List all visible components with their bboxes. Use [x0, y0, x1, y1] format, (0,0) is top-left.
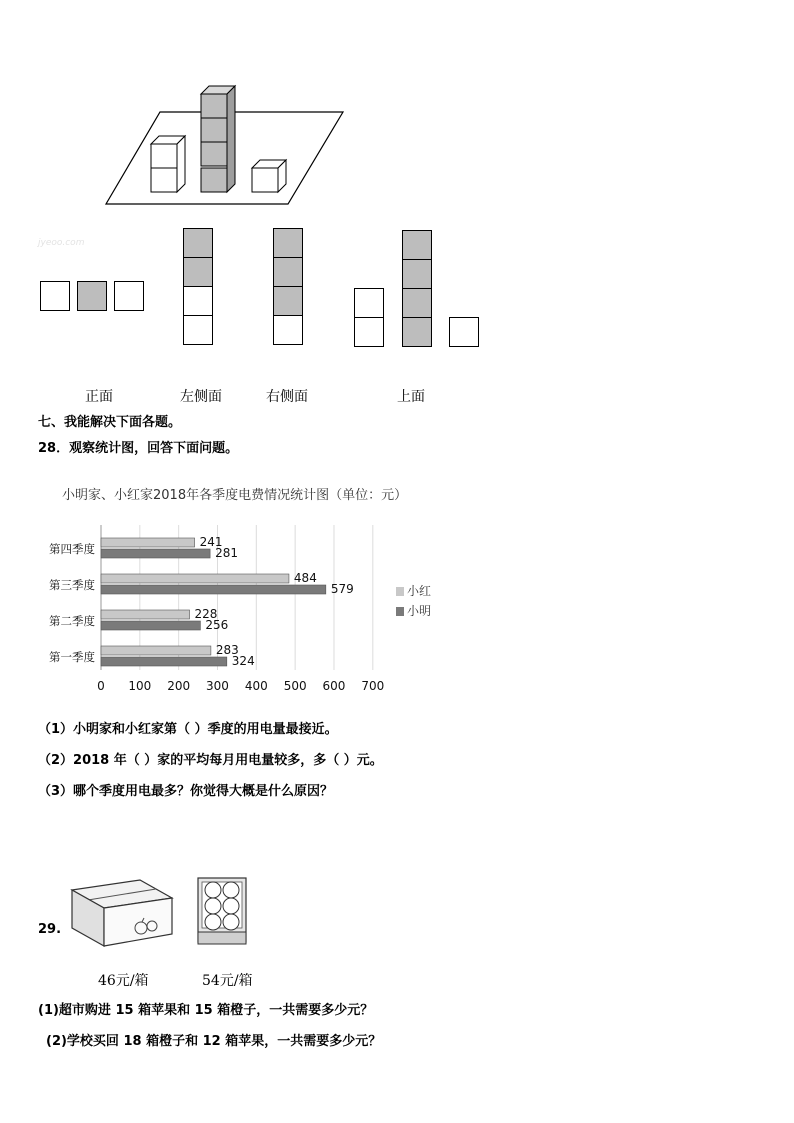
section-heading: 七、我能解决下面各题。	[38, 415, 182, 430]
legend-label: 小明	[407, 604, 432, 618]
right-view-label: 右侧面	[266, 389, 308, 405]
bar-xiaohong	[101, 538, 195, 547]
bar-xiaoming	[101, 621, 200, 630]
bar-xiaoming	[101, 657, 227, 666]
data-label: 256	[205, 618, 229, 632]
data-label: 228	[194, 607, 218, 621]
x-tick-label: 100	[128, 679, 152, 693]
chart-title: 小明家、小红家2018年各季度电费情况统计图（单位：元）	[62, 488, 408, 503]
front-view-label: 正面	[85, 389, 113, 405]
left-view-label: 左侧面	[180, 389, 222, 405]
category-label: 第四季度	[49, 542, 95, 556]
q28-sub2: （2）2018 年（ ）家的平均每月用电量较多，多（ ）元。	[38, 753, 383, 768]
data-label: 281	[215, 546, 239, 560]
category-label: 第二季度	[49, 614, 95, 628]
x-tick-label: 300	[206, 679, 229, 693]
q28-prompt: 28．观察统计图，回答下面问题。	[38, 441, 239, 456]
cube-arrangement-figure	[100, 80, 360, 210]
data-label: 579	[330, 582, 354, 596]
q29-sub1: (1)超市购进 15 箱苹果和 15 箱橙子，一共需要多少元？	[38, 1003, 374, 1018]
x-tick-label: 600	[322, 679, 346, 693]
x-tick-label: 200	[167, 679, 191, 693]
top-view-label: 上面	[397, 389, 425, 405]
q29-number: 29.	[38, 922, 62, 937]
electricity-bar-chart	[0, 515, 460, 700]
legend-swatch	[396, 587, 404, 596]
q28-sub1: （1）小明家和小红家第（ ）季度的用电量最接近。	[38, 722, 338, 737]
legend-swatch	[396, 607, 404, 616]
bar-xiaoming	[101, 549, 210, 558]
x-tick-label: 700	[361, 679, 385, 693]
data-label: 283	[215, 643, 239, 657]
apple-box-image	[68, 876, 176, 950]
x-tick-label: 500	[283, 679, 307, 693]
category-label: 第一季度	[49, 650, 95, 664]
category-label: 第三季度	[49, 578, 95, 592]
bar-xiaohong	[101, 574, 289, 583]
legend-label: 小红	[407, 584, 432, 598]
apple-price: 46元/箱	[98, 973, 149, 989]
x-tick-label: 0	[97, 679, 105, 693]
data-label: 484	[293, 571, 317, 585]
bar-xiaoming	[101, 585, 326, 594]
watermark: jyeoo.com	[38, 238, 85, 248]
q28-sub3: （3）哪个季度用电最多？你觉得大概是什么原因？	[38, 784, 334, 799]
bar-xiaohong	[101, 610, 190, 619]
x-tick-label: 400	[244, 679, 268, 693]
q29-sub2: (2)学校买回 18 箱橙子和 12 箱苹果，一共需要多少元？	[46, 1034, 382, 1049]
bar-xiaohong	[101, 646, 211, 655]
orange-price: 54元/箱	[202, 973, 253, 989]
orange-box-image	[196, 876, 250, 948]
data-label: 241	[199, 535, 223, 549]
data-label: 324	[231, 654, 255, 668]
